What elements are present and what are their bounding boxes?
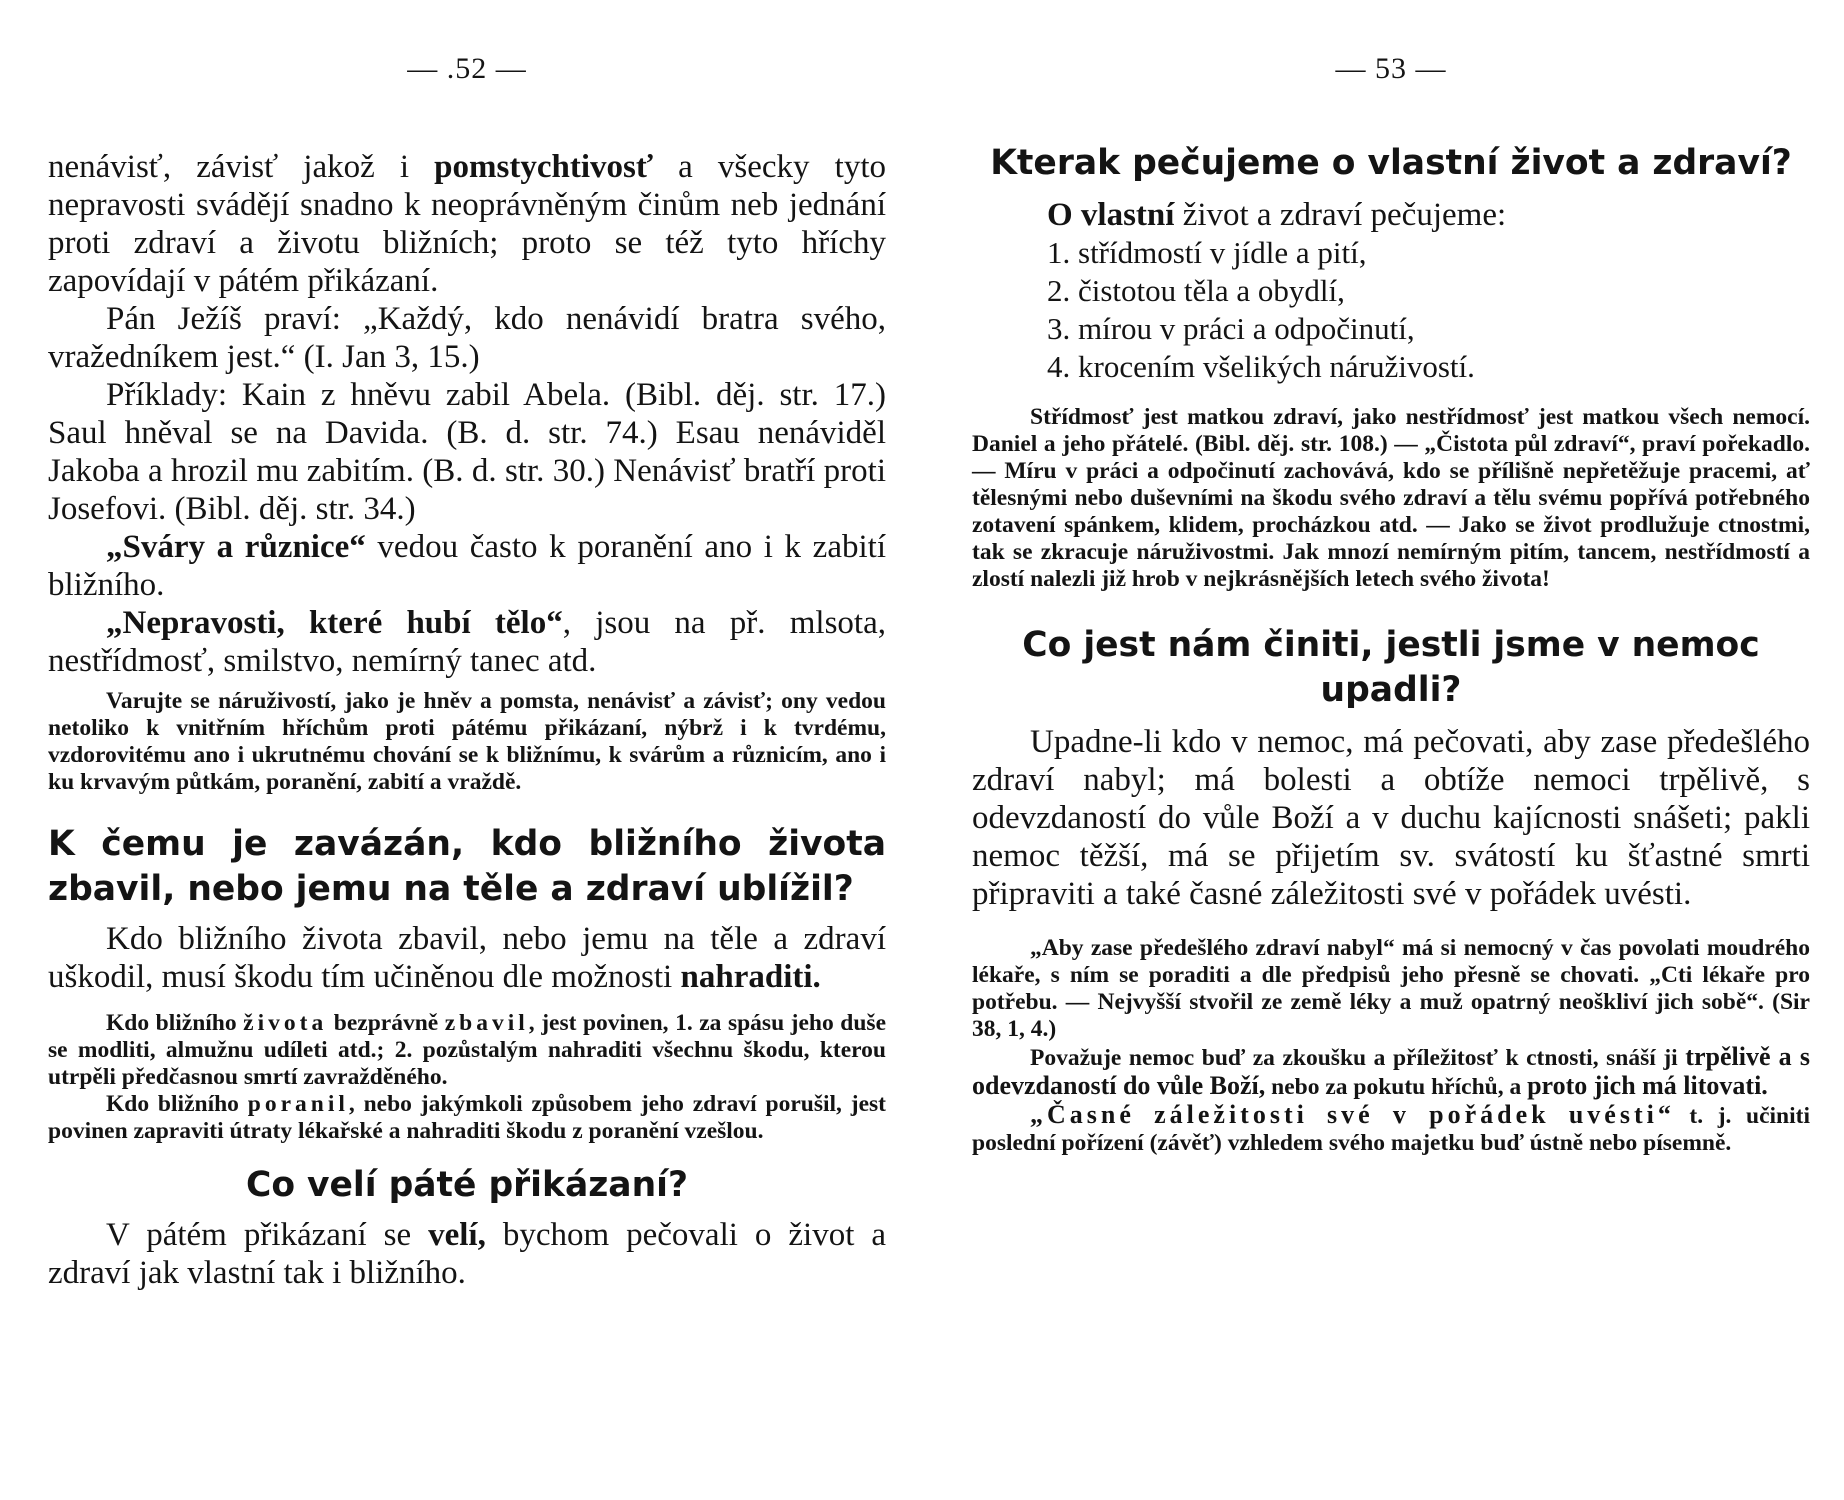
- text-run: Kdo bližního života zbavil, nebo jemu na těle a zdraví uškodil, musí škodu tím učiněnou dle možnosti: [48, 921, 886, 995]
- left-page: [48, 0, 886, 1500]
- emphasis: proto jich má litovati.: [1527, 1071, 1768, 1100]
- emphasis: O vlastní: [1047, 197, 1175, 233]
- paragraph: Příklady: Kain z hněvu zabil Abela. (Bibl. děj. str. 17.) Saul hněval se na Davida. (B. d. str. 74.) Esau nenáviděl Jakoba a hrozil mu zabitím. (B. d. str. 30.) Nenávisť bratří proti Josefovi. (Bibl. děj. str. 34.): [48, 377, 886, 527]
- emphasis: pomstychtivosť: [434, 149, 654, 185]
- list-item: 4. krocením všelikých náruživostí.: [1047, 349, 1475, 384]
- paragraph: [48, 148, 886, 300]
- list-item: 1. střídmostí v jídle a pití,: [1047, 235, 1367, 270]
- small-paragraph: [972, 935, 1810, 1043]
- text-run: a všecky tyto nepravosti svádějí snadno k neoprávněným činům neb jednání proti zdraví a životu bližních; proto se též tyto hříchy zapovídají v pátém přikázaní.: [48, 149, 886, 299]
- text-run: t. j. učiniti poslední pořízení (závěť) vzhledem svého majetku buď ústně nebo písemně.: [972, 1103, 1810, 1156]
- small-paragraph: [48, 1010, 886, 1091]
- small-paragraph: [972, 1043, 1810, 1101]
- text-run: Považuje nemoc buď za zkoušku a příležitosť k ctnosti, snáší ji: [1030, 1045, 1686, 1071]
- right-page: [972, 0, 1810, 1500]
- spaced-text: zbavil: [444, 1010, 529, 1036]
- text-run: vedou často k poranění ano i k zabití bližního.: [48, 529, 886, 603]
- text-run: Kdo bližního: [106, 1091, 248, 1117]
- page-number: — 53 —: [1335, 52, 1447, 85]
- text-run: má si nemocný v čas povolati moudrého lékaře, s ním se poraditi a dle předpisů jeho přesně se chovati. „Cti lékaře pro potřebu. — Nejvyšší stvořil ze země léky a muž opatrný neoškliví jich sobě“. (Sir 38, 1, 4.): [972, 935, 1811, 1042]
- section-heading: Co velí páté přikázaní?: [246, 1165, 688, 1205]
- text-run: , nebo jakýmkoli způsobem jeho zdraví porušil, jest povinen zapraviti útraty lékařské a nahraditi škodu z poranění vzešlou.: [48, 1091, 886, 1144]
- emphasis: velí,: [428, 1217, 486, 1253]
- paragraph: [972, 196, 1810, 234]
- small-paragraph: [972, 1101, 1810, 1157]
- section-heading: Co jest nám činiti, jestli jsme v nemoc upadli?: [1022, 625, 1760, 710]
- list-item: 2. čistotou těla a obydlí,: [1047, 273, 1345, 308]
- paragraph: Pán Ježíš praví: „Každý, kdo nenávidí bratra svého, vražedníkem jest.“ (I. Jan 3, 15.): [48, 301, 886, 375]
- numbered-list: [972, 234, 1810, 386]
- emphasis: „Sváry a různice“: [106, 529, 366, 565]
- paragraph: [48, 1216, 886, 1292]
- text-run: Kdo bližního: [106, 1010, 244, 1036]
- text-run: život a zdraví pečujeme:: [1174, 197, 1507, 233]
- paragraph: [48, 604, 886, 680]
- section-heading: Kterak pečujeme o vlastní život a zdraví?: [990, 143, 1792, 183]
- paragraph: [48, 528, 886, 604]
- small-paragraph: Varujte se náruživostí, jako je hněv a pomsta, nenávisť a závisť; ony vedou netoliko k vnitřním hříchům proti pátému přikázaní, nýbrž i k tvrdému, vzdorovitému ano i ukrutnému chování se k bližnímu, k svárům a různicím, ano i ku krvavým půtkám, poranění, zabití a vraždě.: [48, 688, 886, 795]
- emphasis: trpělivě a s odevzdaností do vůle Boží,: [972, 1042, 1811, 1100]
- text-run: nebo za pokutu hříchů, a: [1265, 1074, 1528, 1100]
- page-number: — .52 —: [407, 52, 527, 85]
- emphasis: nahraditi.: [680, 959, 821, 995]
- emphasis: „Nepravosti, které hubí tělo“: [106, 605, 563, 641]
- small-paragraph: [48, 1091, 886, 1145]
- text-run: , jsou na př. mlsota, nestřídmosť, smilstvo, nemírný tanec atd.: [48, 605, 886, 679]
- text-run: bezprávně: [327, 1010, 445, 1036]
- spaced-text: poranil: [247, 1091, 349, 1117]
- paragraph: [48, 920, 886, 996]
- list-item: 3. mírou v práci a odpočinutí,: [1047, 311, 1415, 346]
- text-run: bychom pečovali o život a zdraví jak vlastní tak i bližního.: [48, 1217, 887, 1291]
- emphasis: „Aby zase předešlého zdraví nabyl“: [1030, 935, 1395, 961]
- small-paragraph: Střídmosť jest matkou zdraví, jako nestřídmosť jest matkou všech nemocí. Daniel a jeho přátelé. (Bibl. děj. str. 108.) — „Čistota půl zdraví“, praví pořekadlo. — Míru v práci a odpočinutí zachovává, kdo se přílišně nepřetěžuje pracemi, ať tělesnými nebo duševními na škodu svého zdraví a tělu svému popřívá potřebného zotavení spánkem, klidem, procházkou atd. — Jako se život prodlužuje ctnostmi, tak se zkracuje náruživostmi. Jak mnozí nemírným pitím, tancem, nestřídmostí a zlostí nalezli již hrob v nejkrásnějších letech svého života!: [972, 404, 1810, 592]
- spaced-text: života: [243, 1010, 328, 1036]
- text-run: V pátém přikázaní se: [106, 1217, 429, 1253]
- paragraph: Upadne-li kdo v nemoc, má pečovati, aby zase předešlého zdraví nabyl; má bolesti a obtíže nemoci trpělivě, s odevzdaností do vůle Boží a v duchu kajícnosti snášeti; pakli nemoc těžší, má se přijetím sv. svátostí ku šťastné smrti připraviti a také časné záležitosti své v pořádek uvésti.: [972, 724, 1810, 912]
- text-run: , jest povinen, 1. za spásu jeho duše se modliti, almužnu udíleti atd.; 2. pozůstalým nahraditi všechnu škodu, kterou utrpěli předčasnou smrtí zavražděného.: [48, 1010, 887, 1090]
- emphasis: „Časné záležitosti své v pořádek uvésti“: [1030, 1100, 1675, 1129]
- section-heading: K čemu je zavázán, kdo bližního života zbavil, nebo jemu na těle a zdraví ublížil?: [48, 824, 886, 909]
- text-run: nenávisť, závisť jakož i: [48, 149, 435, 185]
